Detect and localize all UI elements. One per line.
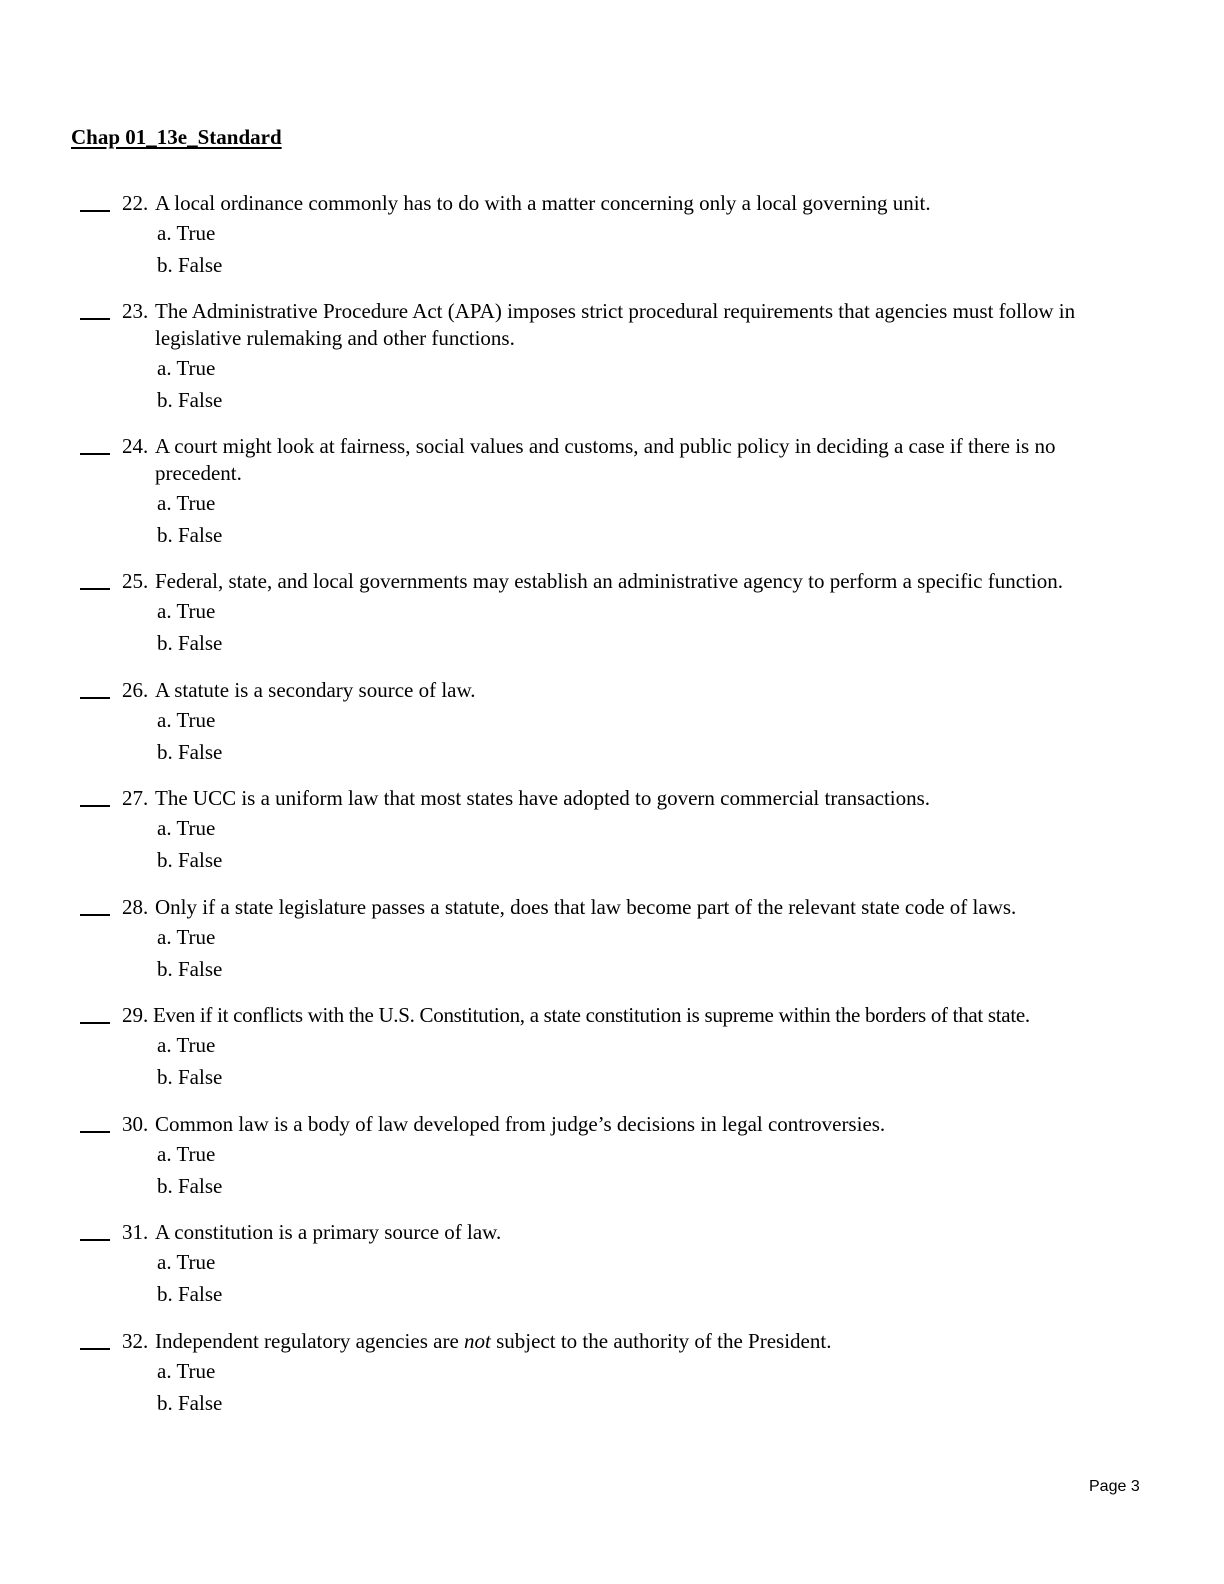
option-false[interactable]: b. False: [157, 631, 223, 655]
option-false[interactable]: b. False: [157, 848, 223, 872]
question-text: [155, 1328, 1140, 1355]
question-text: The UCC is a uniform law that most states have adopted to govern commercial transactions.: [155, 786, 931, 810]
option-false[interactable]: b. False: [157, 1174, 223, 1198]
option-true[interactable]: a. True: [157, 221, 216, 245]
answer-blank[interactable]: [80, 697, 110, 699]
option-true[interactable]: a. True: [157, 816, 216, 840]
question-text-emphasis: not: [464, 1329, 491, 1353]
question-number: 25.: [122, 569, 149, 593]
question-number: 23.: [122, 299, 149, 323]
answer-blank[interactable]: [80, 210, 110, 212]
question-text: A constitution is a primary source of law.: [155, 1220, 502, 1244]
question-text: A court might look at fairness, social values and customs, and public policy in deciding a case if there is no precedent.: [155, 434, 1056, 485]
question-number: 30.: [122, 1112, 149, 1136]
answer-blank[interactable]: [80, 318, 110, 320]
option-false[interactable]: b. False: [157, 1065, 223, 1089]
question-text-after: subject to the authority of the President.: [490, 1329, 832, 1353]
question-number: 27.: [122, 786, 149, 810]
question-number: 32.: [122, 1329, 149, 1353]
answer-blank[interactable]: [80, 1348, 110, 1350]
option-true[interactable]: a. True: [157, 1142, 216, 1166]
answer-blank[interactable]: [80, 453, 110, 455]
option-true[interactable]: a. True: [157, 491, 216, 515]
question-text: A local ordinance commonly has to do with a matter concerning only a local governing unit.: [155, 191, 931, 215]
option-false[interactable]: b. False: [157, 523, 223, 547]
answer-blank[interactable]: [80, 1022, 110, 1024]
option-true[interactable]: a. True: [157, 599, 216, 623]
question-text: Only if a state legislature passes a statute, does that law become part of the relevant state code of laws.: [155, 895, 1017, 919]
option-true[interactable]: a. True: [157, 1359, 216, 1383]
question-text: A statute is a secondary source of law.: [155, 678, 476, 702]
option-true[interactable]: a. True: [157, 1250, 216, 1274]
question-number: 29.: [122, 1003, 149, 1027]
option-false[interactable]: b. False: [157, 1391, 223, 1415]
option-false[interactable]: b. False: [157, 253, 223, 277]
question-text: Even if it conflicts with the U.S. Constitution, a state constitution is supreme within the borders of that state.: [153, 1003, 1030, 1027]
question-text: The Administrative Procedure Act (APA) imposes strict procedural requirements that agencies must follow in legislative rulemaking and other functions.: [155, 299, 1076, 350]
answer-blank[interactable]: [80, 805, 110, 807]
option-false[interactable]: b. False: [157, 388, 223, 412]
option-true[interactable]: a. True: [157, 356, 216, 380]
option-false[interactable]: b. False: [157, 740, 223, 764]
answer-blank[interactable]: [80, 588, 110, 590]
option-true[interactable]: a. True: [157, 708, 216, 732]
option-true[interactable]: a. True: [157, 925, 216, 949]
question-text-before: Independent regulatory agencies are: [155, 1329, 465, 1353]
answer-blank[interactable]: [80, 1239, 110, 1241]
option-false[interactable]: b. False: [157, 957, 223, 981]
option-true[interactable]: a. True: [157, 1033, 216, 1057]
question-number: 31.: [122, 1220, 149, 1244]
question-number: 28.: [122, 895, 149, 919]
page-number: Page 3: [1089, 1478, 1140, 1495]
answer-blank[interactable]: [80, 1131, 110, 1133]
answer-blank[interactable]: [80, 914, 110, 916]
page-title: Chap 01_13e_Standard: [71, 125, 282, 149]
question-number: 26.: [122, 678, 149, 702]
question-text: Federal, state, and local governments may establish an administrative agency to perform a specific function.: [155, 569, 1063, 593]
option-false[interactable]: b. False: [157, 1282, 223, 1306]
question-number: 22.: [122, 191, 149, 215]
question-text: Common law is a body of law developed from judge’s decisions in legal controversies.: [155, 1112, 886, 1136]
question-number: 24.: [122, 434, 149, 458]
